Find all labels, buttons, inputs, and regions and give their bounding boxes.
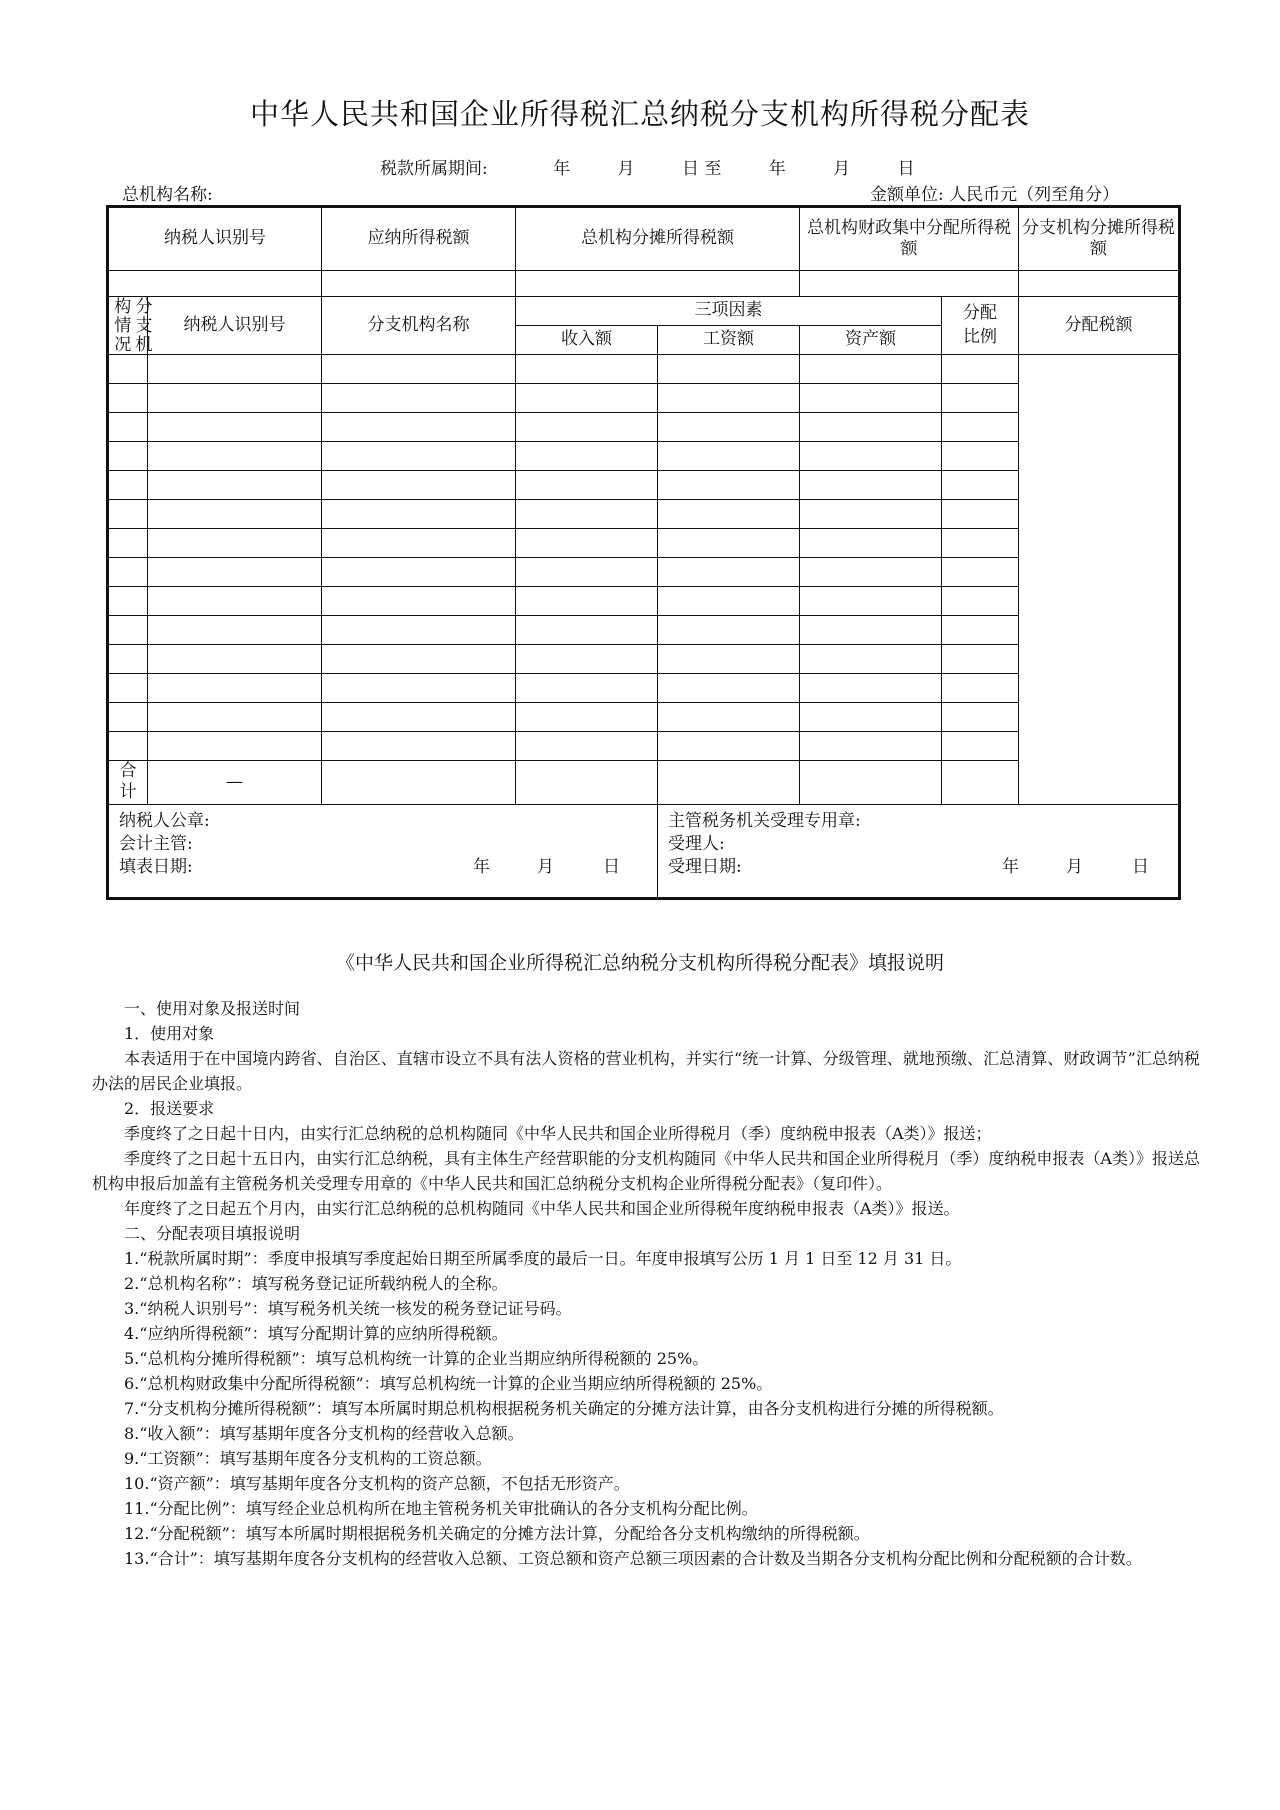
hdr-fiscal-central: 总机构财政集中分配所得税额 [800,207,1019,271]
branch-taxid-cell[interactable] [108,645,148,674]
alloc-tax-cell[interactable] [942,384,1019,413]
ratio-cell[interactable] [800,384,942,413]
branch-row [108,442,1180,471]
taxpayer-signature [108,804,658,898]
total-wages[interactable] [516,761,658,805]
col-assets: 资产额 [800,326,942,355]
total-assets[interactable] [658,761,800,805]
ratio-cell[interactable] [800,413,942,442]
total-row [108,761,1180,805]
branch-row [108,587,1180,616]
hdr-branch-share: 分支机构分摊所得税额 [1019,207,1180,271]
cell-hq-share[interactable] [516,271,800,297]
ratio-cell[interactable] [800,500,942,529]
total-tax[interactable] [942,761,1019,805]
branch-row [108,529,1180,558]
hdr-taxid: 纳税人识别号 [108,207,322,271]
col-ratio [942,297,1019,355]
branch-name-cell[interactable] [148,529,322,558]
cell-fiscal-central[interactable] [800,271,1019,297]
tax-office-seal: 主管税务机关受理专用章: [668,810,861,831]
period-day2: 日 [897,159,915,179]
branch-row [108,355,1180,384]
col-revenue: 收入额 [516,326,658,355]
fill-date [119,857,647,880]
instruction-paragraph: 季度终了之日起十日内，由实行汇总纳税的总机构随同《中华人民共和国企业所得税月（季）度纳税申报表（A类）》报送； [124,1124,992,1143]
alloc-tax-cell[interactable] [942,500,1019,529]
receive-date-day: 日 [1132,856,1149,877]
assets-cell[interactable] [658,674,800,703]
page-title: 中华人民共和国企业所得税汇总纳税分支机构所得税分配表 [249,97,1030,131]
branch-name-cell[interactable] [148,500,322,529]
col-wages: 工资额 [658,326,800,355]
period-year: 年 [553,159,571,179]
instruction-paragraph: 13.“合计”：填写基期年度各分支机构的经营收入总额、工资总额和资产总额三项因素的合计数及当期各分支机构分配比例和分配税额的合计数。 [124,1549,1142,1568]
branch-row [108,645,1180,674]
revenue-cell[interactable] [322,384,516,413]
instruction-paragraph: 8.“收入额”：填写基期年度各分支机构的经营收入总额。 [124,1424,524,1443]
col-branch-taxid: 纳税人识别号 [148,297,322,355]
instructions-title: 《中华人民共和国企业所得税汇总纳税分支机构所得税分配表》填报说明 [335,952,944,974]
branch-side-text: 分支机构情况 [110,297,152,354]
branch-name-cell[interactable] [148,442,322,471]
total-revenue[interactable] [322,761,516,805]
branch-name-cell[interactable] [148,703,322,732]
hq-name-label: 总机构名称: [122,185,213,205]
instruction-paragraph: 1．使用对象 [124,1024,215,1043]
col-three-factors: 三项因素 [516,297,942,326]
branch-side-label [108,297,152,355]
branch-name-cell[interactable] [148,616,322,645]
branch-name-cell[interactable] [148,471,322,500]
alloc-tax-cell[interactable] [942,703,1019,732]
alloc-tax-cell[interactable] [942,645,1019,674]
branch-taxid-cell[interactable] [108,355,148,384]
alloc-tax-cell[interactable] [942,442,1019,471]
cell-tax-payable[interactable] [322,271,516,297]
assets-cell[interactable] [658,500,800,529]
signature-row [108,804,1180,898]
ratio-cell[interactable] [800,732,942,761]
cell-branch-share[interactable] [1019,271,1180,297]
col-alloc-tax: 分配税额 [1019,297,1180,355]
branch-name-cell[interactable] [148,732,322,761]
branch-row [108,558,1180,587]
ratio-cell[interactable] [800,355,942,384]
ratio-cell[interactable] [800,616,942,645]
col-branch-name: 分支机构名称 [322,297,516,355]
branch-header-row-1 [108,297,1180,326]
period-label: 税款所属期间: [380,159,488,179]
receive-date-month: 月 [1066,856,1083,877]
branch-row [108,703,1180,732]
branch-taxid-cell[interactable] [108,500,148,529]
alloc-tax-cell[interactable] [942,413,1019,442]
ratio-cell[interactable] [800,442,942,471]
branch-taxid-cell[interactable] [108,674,148,703]
instruction-paragraph: 2．报送要求 [124,1099,215,1118]
tax-office-signature [658,804,1180,898]
col-ratio-label: 分配比例 [962,302,997,347]
branch-row [108,674,1180,703]
branch-taxid-cell[interactable] [108,616,148,645]
alloc-tax-cell[interactable] [942,558,1019,587]
period-month: 月 [617,159,635,179]
fill-date-year: 年 [473,856,490,877]
revenue-cell[interactable] [322,529,516,558]
period-year2: 年 [768,159,786,179]
revenue-cell[interactable] [322,355,516,384]
branch-taxid-cell[interactable] [108,471,148,500]
hdr-tax-payable: 应纳所得税额 [322,207,516,271]
branch-taxid-cell[interactable] [108,558,148,587]
ratio-cell[interactable] [800,558,942,587]
revenue-cell[interactable] [322,558,516,587]
receive-date-label: 受理日期: [668,856,742,877]
total-label: 合 计 [108,761,148,805]
alloc-tax-cell[interactable] [942,587,1019,616]
ratio-cell[interactable] [800,471,942,500]
wages-cell[interactable] [516,587,658,616]
assets-cell[interactable] [658,384,800,413]
fill-date-day: 日 [603,856,620,877]
receiver: 受理人: [668,833,725,854]
wages-cell[interactable] [516,732,658,761]
branch-name-cell[interactable] [148,355,322,384]
branch-name-cell[interactable] [148,384,322,413]
hdr-hq-share: 总机构分摊所得税额 [516,207,800,271]
instruction-paragraph: 5.“总机构分摊所得税额”：填写总机构统一计算的企业当期应纳所得税额的 25%。 [124,1349,709,1368]
instruction-paragraph: 季度终了之日起十五日内，由实行汇总纳税，具有主体生产经营职能的分支机构随同《中华人民共和国企业所得税月（季）度纳税申报表（A类）》报送总机构申报后加盖有主管税务机关受理专用章的《中华人民共和国汇总纳税分支机构企业所得税分配表》（复印件）。 [92,1149,1200,1193]
wages-cell[interactable] [516,355,658,384]
revenue-cell[interactable] [322,645,516,674]
alloc-tax-cell[interactable] [942,674,1019,703]
revenue-cell[interactable] [322,616,516,645]
assets-cell[interactable] [658,732,800,761]
branch-name-cell[interactable] [148,645,322,674]
tax-period [380,154,915,179]
instruction-paragraph: 9.“工资额”：填写基期年度各分支机构的工资总额。 [124,1449,492,1468]
amount-unit: 金额单位: 人民币元（列至角分） [870,185,1120,205]
total-ratio[interactable] [800,761,942,805]
fill-date-label: 填表日期: [119,856,193,877]
instruction-paragraph: 12.“分配税额”：填写本所属时期根据税务机关确定的分摊方法计算，分配给各分支机构缴纳的所得税额。 [124,1524,870,1543]
instruction-paragraph: 10.“资产额”：填写基期年度各分支机构的资产总额，不包括无形资产。 [124,1474,630,1493]
revenue-cell[interactable] [322,703,516,732]
alloc-tax-cell[interactable] [942,471,1019,500]
assets-cell[interactable] [658,645,800,674]
instruction-paragraph: 二、分配表项目填报说明 [124,1224,301,1243]
wages-cell[interactable] [516,674,658,703]
assets-cell[interactable] [658,616,800,645]
revenue-cell[interactable] [322,732,516,761]
taxpayer-seal: 纳税人公章: [119,810,210,831]
receive-date-year: 年 [1002,856,1019,877]
wages-cell[interactable] [516,442,658,471]
instruction-paragraph: 11.“分配比例”：填写经企业总机构所在地主管税务机关审批确认的各分支机构分配比例。 [124,1499,758,1518]
branch-taxid-cell[interactable] [108,703,148,732]
alloc-tax-cell[interactable] [942,355,1019,384]
fill-date-month: 月 [537,856,554,877]
wages-cell[interactable] [516,645,658,674]
branch-name-cell[interactable] [148,587,322,616]
assets-cell[interactable] [658,471,800,500]
ratio-cell[interactable] [800,674,942,703]
branch-row [108,500,1180,529]
branch-row [108,471,1180,500]
revenue-cell[interactable] [322,471,516,500]
assets-cell[interactable] [658,587,800,616]
instruction-paragraph: 1.“税款所属时期”：季度申报填写季度起始日期至所属季度的最后一日。年度申报填写公历 1 月 1 日至 12 月 31 日。 [124,1249,962,1268]
alloc-tax-cell[interactable] [942,616,1019,645]
assets-cell[interactable] [658,355,800,384]
branch-taxid-cell[interactable] [108,732,148,761]
period-month2: 月 [833,159,851,179]
ratio-cell[interactable] [800,529,942,558]
assets-cell[interactable] [658,558,800,587]
assets-cell[interactable] [658,442,800,471]
branch-name-cell[interactable] [148,558,322,587]
instruction-paragraph: 一、使用对象及报送时间 [124,999,301,1018]
instruction-paragraph: 4.“应纳所得税额”：填写分配期计算的应纳所得税额。 [124,1324,508,1343]
branch-row [108,732,1180,761]
instruction-paragraph: 6.“总机构财政集中分配所得税额”：填写总机构统一计算的企业当期应纳所得税额的 25%。 [124,1374,773,1393]
wages-cell[interactable] [516,558,658,587]
branch-taxid-cell[interactable] [108,529,148,558]
wages-cell[interactable] [516,384,658,413]
assets-cell[interactable] [658,529,800,558]
assets-cell[interactable] [658,703,800,732]
instructions-body [92,996,1200,1571]
branch-row [108,616,1180,645]
revenue-cell[interactable] [322,587,516,616]
ratio-cell[interactable] [800,703,942,732]
branch-taxid-cell[interactable] [108,442,148,471]
instruction-paragraph: 年度终了之日起五个月内，由实行汇总纳税的总机构随同《中华人民共和国企业所得税年度纳税申报表（A类）》报送。 [124,1199,960,1218]
top-input-row [108,271,1180,297]
branch-row [108,413,1180,442]
wages-cell[interactable] [516,703,658,732]
wages-cell[interactable] [516,500,658,529]
branch-name-cell[interactable] [148,674,322,703]
receive-date [668,857,1168,880]
alloc-tax-cell[interactable] [942,529,1019,558]
accountant: 会计主管: [119,833,193,854]
cell-hq-taxid[interactable] [108,271,322,297]
ratio-cell[interactable] [800,645,942,674]
instruction-paragraph: 2.“总机构名称”：填写税务登记证所载纳税人的全称。 [124,1274,508,1293]
branch-taxid-cell[interactable] [108,384,148,413]
assets-cell[interactable] [658,413,800,442]
branch-name-cell[interactable] [148,413,322,442]
branch-taxid-cell[interactable] [108,587,148,616]
period-day-to: 日 至 [681,159,722,179]
revenue-cell[interactable] [322,674,516,703]
wages-cell[interactable] [516,529,658,558]
instruction-paragraph: 本表适用于在中国境内跨省、自治区、直辖市设立不具有法人资格的营业机构，并实行“统一计算、分级管理、就地预缴、汇总清算、财政调节”汇总纳税办法的居民企业填报。 [92,1049,1200,1093]
top-header-row [108,207,1180,271]
allocation-table [106,205,1181,900]
instruction-paragraph: 7.“分支机构分摊所得税额”：填写本所属时期总机构根据税务机关确定的分摊方法计算，由各分支机构进行分摊的所得税额。 [124,1399,1004,1418]
alloc-tax-cell[interactable] [942,732,1019,761]
wages-cell[interactable] [516,616,658,645]
wages-cell[interactable] [516,471,658,500]
branch-taxid-cell[interactable] [108,413,148,442]
instruction-paragraph: 3.“纳税人识别号”：填写税务机关统一核发的税务登记证号码。 [124,1299,572,1318]
revenue-cell[interactable] [322,500,516,529]
ratio-cell[interactable] [800,587,942,616]
wages-cell[interactable] [516,413,658,442]
revenue-cell[interactable] [322,442,516,471]
branch-row [108,384,1180,413]
total-name-dash: — [148,761,322,805]
revenue-cell[interactable] [322,413,516,442]
